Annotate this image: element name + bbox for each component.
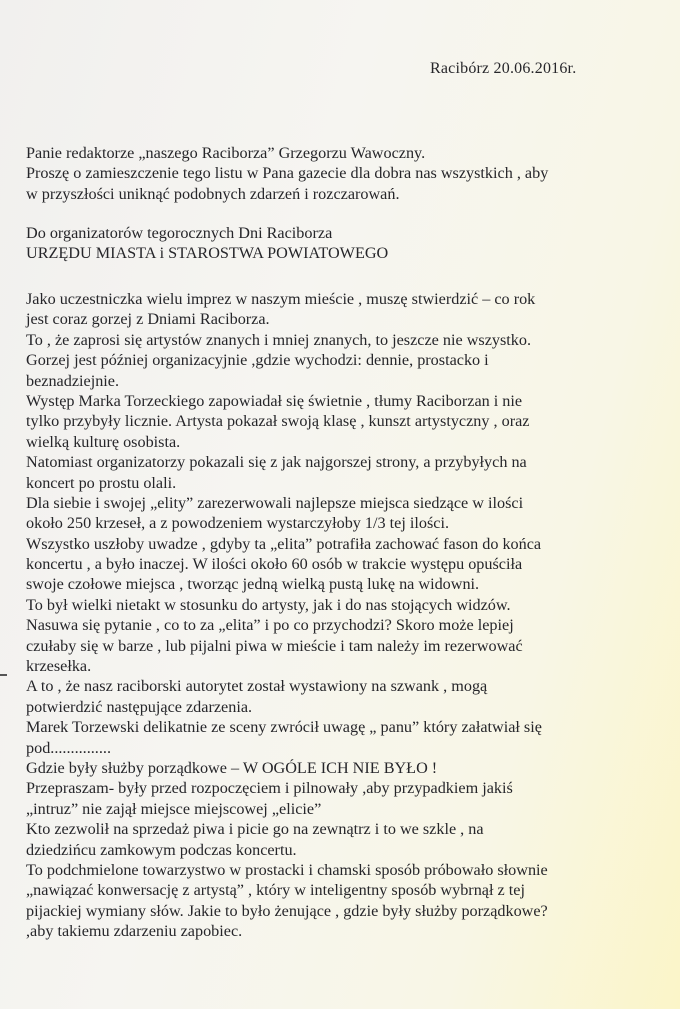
salutation-line: Proszę o zamieszczenie tego listu w Pana gazecie dla dobra nas wszystkich , aby	[26, 164, 549, 183]
body-line: Przepraszam- były przed rozpoczęciem i pilnowały ,aby przypadkiem jakiś	[26, 779, 513, 798]
body-line: pijackiej wymiany słów. Jakie to było żenujące , gdzie były służby porządkowe?	[26, 901, 548, 920]
letter-body	[26, 289, 548, 942]
body-line: około 250 krzeseł, a z powodzeniem wystarczyłoby 1/3 tej ilości.	[26, 514, 450, 533]
body-line: swoje czołowe miejsca , tworząc jedną wielką pustą lukę na widowni.	[26, 575, 480, 594]
body-line: krzesełka.	[26, 657, 92, 676]
body-line: potwierdzić następujące zdarzenia.	[26, 697, 253, 716]
body-line: koncert po prostu olali.	[26, 473, 177, 492]
body-line: pod...............	[26, 738, 111, 757]
paper-edge-mark	[0, 674, 7, 676]
salutation-line: w przyszłości uniknąć podobnych zdarzeń i rozczarowań.	[26, 184, 400, 203]
body-line: To był wielki nietakt w stosunku do artysty, jak i do nas stojących widzów.	[26, 595, 511, 614]
body-line: tylko przybyły licznie. Artysta pokazał swoją klasę , kunszt artystyczny , oraz	[26, 412, 530, 431]
body-line: ,aby takiemu zdarzeniu zapobiec.	[26, 922, 243, 941]
body-line: To podchmielone towarzystwo w prostacki i chamski sposób próbowało słownie	[26, 860, 548, 879]
body-line: Dla siebie i swojej „elity” zarezerwowali najlepsze miejsca siedzące w ilości	[26, 493, 524, 512]
addressee-line: URZĘDU MIASTA i STAROSTWA POWIATOWEGO	[26, 244, 389, 263]
body-line: A to , że nasz raciborski autorytet został wystawiony na szwank , mogą	[26, 677, 488, 696]
addressee-line: Do organizatorów tegorocznych Dni Raciborza	[26, 224, 333, 242]
body-line: dziedzińcu zamkowym podczas koncertu.	[26, 840, 297, 859]
body-line: To , że zaprosi się artystów znanych i mniej znanych, to jeszcze nie wszystko.	[26, 330, 532, 349]
body-line: Natomiast organizatorzy pokazali się z jak najgorszej strony, a przybyłych na	[26, 453, 527, 472]
body-line: wielką kulturę osobista.	[26, 432, 181, 451]
body-line: Gorzej jest później organizacyjnie ,gdzie wychodzi: dennie, prostacko i	[26, 351, 489, 370]
salutation-line: Panie redaktorze „naszego Raciborza” Grzegorzu Wawoczny.	[26, 144, 426, 162]
body-line: Nasuwa się pytanie , co to za „elita” i po co przychodzi? Skoro może lepiej	[26, 616, 514, 635]
body-line: Marek Torzewski delikatnie ze sceny zwrócił uwagę „ panu” który załatwiał się	[26, 718, 542, 737]
body-line: jest coraz gorzej z Dniami Raciborza.	[26, 310, 270, 329]
body-line: Wszystko uszłoby uwadze , gdyby ta „elita” potrafiła zachować fason do końca	[26, 534, 542, 553]
body-line: „nawiązać konwersację z artystą” , który w inteligentny sposób wybrnął z tej	[26, 881, 525, 900]
body-line: czułaby się w barze , lub pijalni piwa w mieście i tam należy im rezerwować	[26, 636, 523, 655]
body-line: beznadziejnie.	[26, 371, 120, 390]
body-line: Gdzie były służby porządkowe – W OGÓLE ICH NIE BYŁO !	[26, 758, 438, 777]
body-line: Występ Marka Torzeckiego zapowiadał się świetnie , tłumy Raciborzan i nie	[26, 391, 523, 410]
addressee-block	[26, 223, 388, 264]
salutation-block	[26, 143, 548, 204]
body-line: „intruz” nie zajął miejsce miejscowej „elicie”	[26, 799, 322, 818]
body-line: Jako uczestniczka wielu imprez w naszym mieście , muszę stwierdzić – co rok	[26, 290, 536, 308]
letter-date: Racibórz 20.06.2016r.	[430, 60, 577, 77]
body-line: Kto zezwolił na sprzedaż piwa i picie go na zewnątrz i to we szkle , na	[26, 820, 484, 839]
body-line: koncertu , a było inaczej. W ilości około 60 osób w trakcie występu opuściła	[26, 555, 523, 574]
